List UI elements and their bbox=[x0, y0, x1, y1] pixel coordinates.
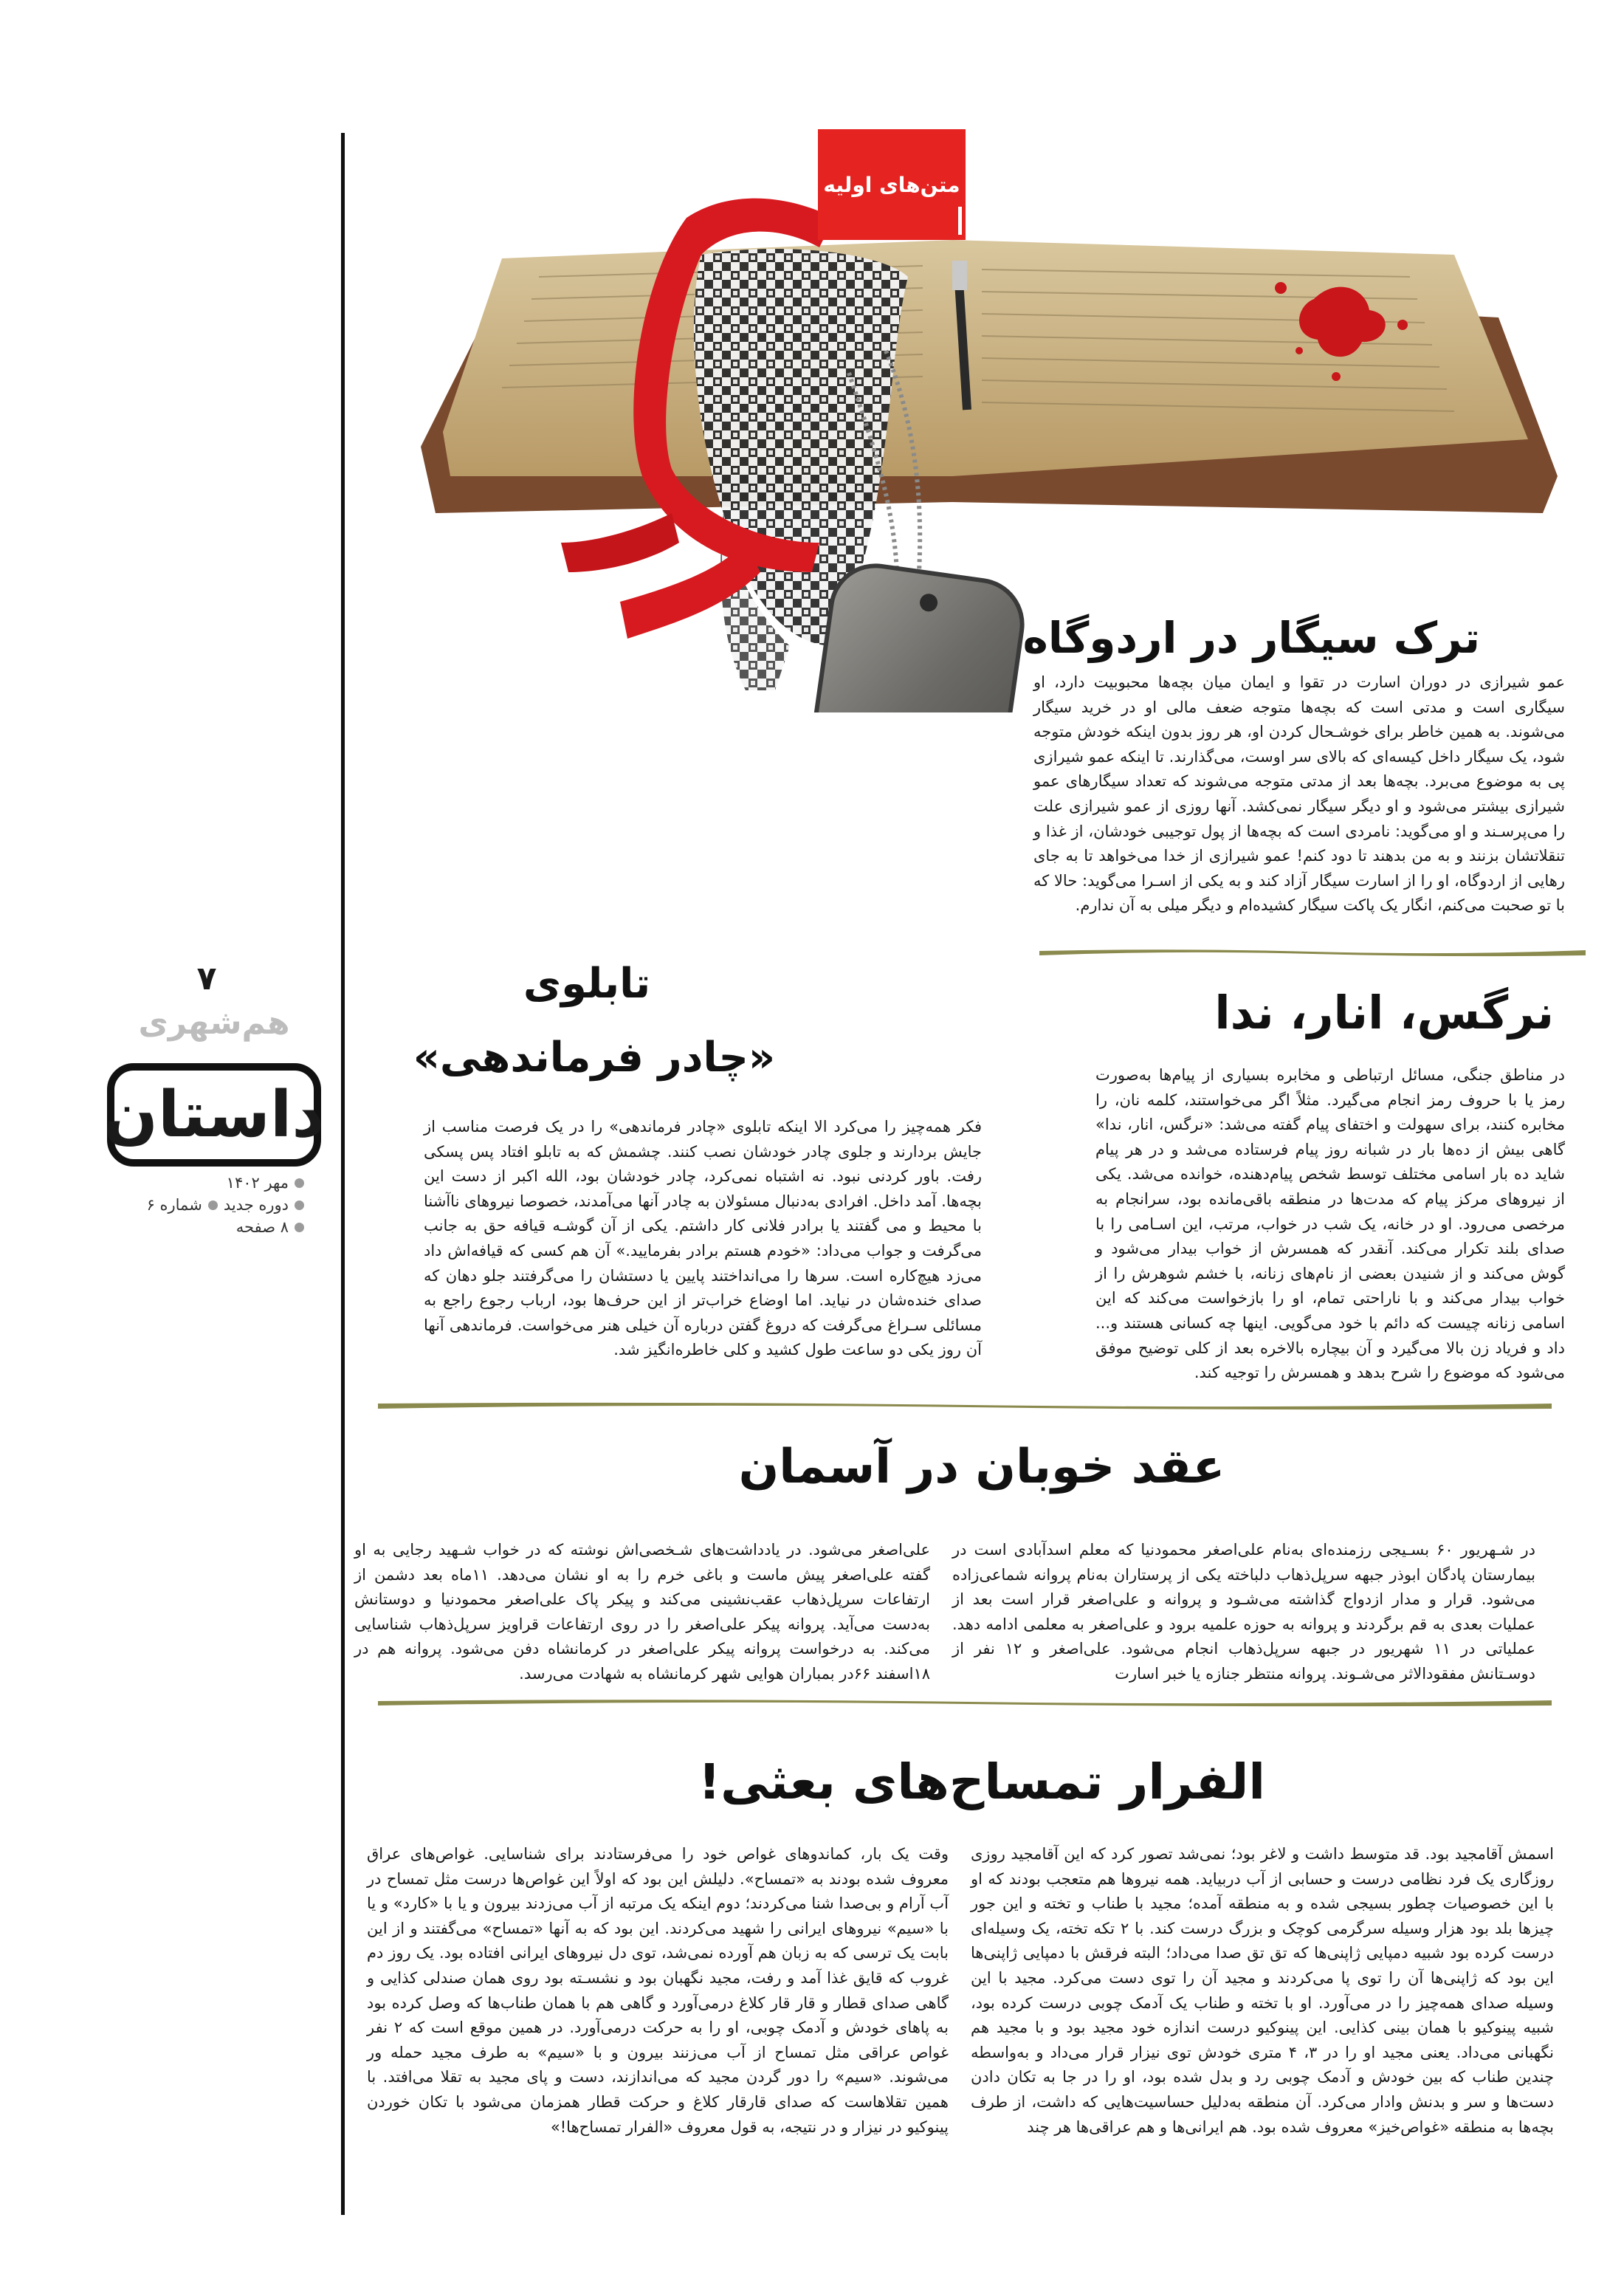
divider-rule bbox=[378, 1697, 1552, 1708]
bullet-icon bbox=[295, 1178, 304, 1188]
article-body-tablo: فکر همه‌چیز را می‌کرد الا اینکه تابلوی «چادر فرماندهی» را در یک فرصت مناسب از جایش بردارند و جلوی چادر خودشان نصب کنند. چشمش که به تابلو افتاد پس پسکی رفت. باور کردنی نبود. نه اشتباه نمی‌کرد، چادر خودشان بود، الله اکبر از دست این بچه‌ها. آمد داخل. افرادی به‌دنبال مسئولان به چادر آنها می‌آمدند، خصوصا نیروهای ناآشنا با محیط و می گفتند یا برادر فلانی کار داشتم. یکی از آن گوشـه قیافه حق به جانب می‌گرفت و جواب می‌داد: «خودم هستم برادر بفرمایید.» آن هم کسی که قیافه‌اش داد می‌زد هیچ‌کاره است. سرها را می‌انداختند پایین یا دستشان را می‌گرفتند جلو دهان که صدای خنده‌شان در نیاید. اما اوضاع خراب‌تر از این حرف‌ها بود، ارباب رجوع راجع به مسائلی سـراغ می‌گرفت که دروغ گفتن درباره آن خیلی هنر می‌خواست. فرماندهی آنها آن روز یکی دو ساعت طول کشید و کلی خاطره‌انگیز شد. bbox=[424, 1118, 982, 1359]
meta-pages: ۸ صفحه bbox=[127, 1218, 304, 1236]
article-title-cigarette: ترک سیگار در اردوگاه bbox=[1022, 613, 1480, 663]
article-body-wedding-right: در شـهریور ۶۰ بسـیجی رزمنده‌ای به‌نام علی‌اصغر محمودنیا که معلم اسدآبادی است در بیمارستان پادگان ابوذر جبهه سرپل‌ذهاب دلباخته یکی از پرستاران به‌نام پروانه شماعی‌زاده می‌شود. قرار و مدار ازدواج گذاشته می‌شـود و پروانه و علی‌اصغر قرار است بعد از عملیات بعدی به قم برگردند و پروانه به حوزه علمیه برود و علی‌اصغر به معلمی ادامه دهد. عملیاتی در ۱۱ شهریور در جبهه سرپل‌ذهاب انجام می‌شود. علی‌اصغر و ۱۲ نفر از دوسـتانش مفقودالاثر می‌شـوند. پروانه منتظر جنازه یا خبر اسارت bbox=[952, 1541, 1535, 1683]
article-title-tablo-line2: «چادر فرماندهی» bbox=[413, 1034, 775, 1082]
margin-rule bbox=[341, 133, 345, 2215]
section-tab-label: متن‌های اولیه bbox=[823, 172, 960, 197]
article-title-crocodile: الفرار تمساح‌های بعثی! bbox=[698, 1753, 1265, 1810]
section-tab bbox=[818, 129, 966, 240]
article-title-narges: نرگس، انار، ندا bbox=[1214, 986, 1554, 1040]
page-number: ۷ bbox=[196, 960, 217, 997]
article-body-cigarette: عمو شیرازی در دوران اسارت در تقوا و ایمان میان بچه‌ها محبوبیت دارد، او سیگاری است و مدتی است که بچه‌ها متوجه ضعف مالی او در خرید سیگار می‌شوند. به همین خاطر برای خوشـحال کردن او، هر روز بدون اینکه خودش متوجه شود، یک سیگار داخل کیسه‌ای که بالای سر اوست، می‌گذارند. تا اینکه عمو شیرازی پی به موضوع می‌برد. بچه‌ها بعد از مدتی متوجه می‌شوند که تعداد سیگارهای عمو شیرازی بیشتر می‌شود و او دیگر سیگار نمی‌کشد. آنها روزی از عمو شیرازی علت را می‌پرسـند و او می‌گوید: نامردی است که بچه‌ها از پول توجیبی خودشان، از غذا و تنقلاتشان بزنند و به من بدهند تا دود کنم! عمو شیرازی از خدا می‌خواهد تا به جای رهایی از اردوگاه، او را از اسارت سیگار آزاد کند و به یکی از اسـرا می‌گوید: حالا که با تو صحبت می‌کنم، انگار یک پاکت سیگار کشیده‌ام و دیگر میلی به آن ندارم. bbox=[1033, 673, 1565, 915]
article-title-wedding: عقد خوبان در آسمان bbox=[738, 1440, 1225, 1494]
bullet-icon bbox=[295, 1223, 304, 1232]
section-tab-tick bbox=[958, 207, 962, 235]
meta-edition: دوره جدید شماره ۶ bbox=[127, 1196, 304, 1214]
brand-title: داستان bbox=[103, 1078, 325, 1152]
meta-date: مهر ۱۴۰۲ bbox=[127, 1174, 304, 1192]
article-body-crocodile-right: اسمش آقامجید بود. قد متوسط داشت و لاغر بود؛ نمی‌شد تصور کرد که این آقامجید روزی روزگاری یک فرد نظامی درست و حسابی از آب دربیاید. همه نیروها هم متعجب بودند که او با این خصوصیات چطور بسیجی شده و به منطقه آمده؛ مجید با طناب و تخته و این جور چیزها بلد بود هزار وسیله سرگرمی کوچک و بزرگ درست کند. با ۲ تکه تخته، یک وسیله‌ای درست کرده بود شبیه دمپایی ژاپنی‌ها که تق تق صدا می‌داد؛ البته فرقش با دمپایی ژاپنی‌ها این بود که ژاپنی‌ها آن را توی پا می‌کردند و مجید آن را توی دست می‌کرد. مجید با این وسیله صدای همه‌چیز را در می‌آورد. او با تخته و طناب یک آدمک چوبی درست کرده بود، شبیه پینوکیو با همان بینی کذایی. این پینوکیو درست اندازه خود مجید بود و با مجید هم نگهبانی می‌داد. یعنی مجید او را در ۳، ۴ متری خودش توی نیزار قرار می‌داد و به‌واسطه چندین طناب که بین خودش و آدمک چوبی رد و بدل شده بود، او را در جا به تکان دادن دست‌ها و سر و بدنش وادار می‌کرد. آن منطقه به‌دلیل حساسیت‌هایی که داشت، از طرف بچه‌ها به منطقه «غواص‌خیز» معروف شده بود. هم ایرانی‌ها و هم عراقی‌ها هر چند bbox=[971, 1845, 1554, 2136]
divider-rule bbox=[378, 1400, 1552, 1412]
article-body-wedding-left: علی‌اصغر می‌شود. در یادداشت‌های شـخصی‌اش نوشته که در خواب شـهید رجایی به او گفته علی‌اصغر پیش ماست و باغی خرم را به او نشان می‌دهد. ۱۱ماه بعد دشمن از ارتفاعات سرپل‌ذهاب عقب‌نشینی می‌کند و پیکر پاک علی‌اصغر محمودنیا و دوستانش به‌دست می‌آید. پروانه پیکر علی‌اصغر را در روی ارتفاعات قراویز سرپل‌ذهاب شناسایی می‌کند. به درخواست پروانه پیکر علی‌اصغر در کرمانشاه دفن می‌شود. پروانه هم در ۱۸اسفند ۶۶در بمباران هوایی شهر کرمانشاه به شهادت می‌رسد. bbox=[354, 1541, 930, 1683]
article-body-crocodile-left: وقت یک بار، کماندوهای غواص خود را می‌فرستادند برای شناسایی. غواص‌های عراق معروف شده بودند به «تمساح». دلیلش این بود که اولاً این غواص‌ها درست مثل تمساح در آب آرام و بی‌صدا شنا می‌کردند؛ دوم اینکه یک مرتبه از آب می‌زدند بیرون و یا با «کارد» و یا با «سیم» نیروهای ایرانی را شهید می‌کردند. این بود که به آنها «تمساح» می‌گفتند و از این بابت یک ترسی که به زبان هم آورده نمی‌شد، توی دل نیروهای ایرانی افتاده بود. یک روز دم غروب که قایق غذا آمد و رفت، مجید نگهبان بود و نشسـته بود روی همان صندلی کذایی و گاهی صدای قطار و قار قار کلاغ درمی‌آورد و گاهی هم با همان طناب‌ها که وصل کرده بود به پاهای خودش و آدمک چوبی، او را به حرکت درمی‌آورد. در همین موقع است که ۲ نفر غواص عراقی مثل تمساح از آب می‌زنند بیرون و با «سیم» به طرف مجید حمله ور می‌شوند. «سیم» را دور گردن مجید که می‌اندازند، دست و پای مجید به تقلا می‌افتد. با همین تقلاهاست که صدای قارقار کلاغ و حرکت قطار همزمان می‌شود با تکان خوردن پینوکیو در نیزار و در نتیجه، به قول معروف «الفرار تمساح‌ها!» bbox=[367, 1845, 949, 2136]
article-body-narges: در مناطق جنگی، مسائل ارتباطی و مخابره بسیاری از پیام‌ها به‌صورت رمز یا با حروف رمز انجام می‌گیرد. مثلاً اگر می‌خواستند، کلمه نان، را مخابره کنند، برای سهولت و اختفای پیام گفته می‌شد: «نرگس، انار، ندا» گاهی بیش از ده‌ها بار در شبانه روز پیام فرستاده می‌شد و در هر پیام شاید ده بار اسامی مختلف توسط شخص پیام‌دهنده، خوانده می‌شد. یکی از نیروهای مرکز پیام که مدت‌ها در منطقه باقی‌مانده بود، سرانجام به مرخصی می‌رود. او در خانه، یک شب در خواب، مرتب، این اسـامی را با صدای بلند تکرار می‌کند. آنقدر که همسرش از خواب بیدار می‌شود و گوش می‌کند و از شنیدن بعضی از نام‌های زنانه، با خشم شوهرش را از خواب بیدار می‌کند و با ناراحتی تمام، او را بازخواست می‌کند که این اسامی زنانه چیست که دائم با خود می‌گویی. اینها چه کسانی هستند و... داد و فریاد زن بالا می‌گیرد و آن بیچاره بالاخره بعد از کلی توضیح موفق می‌شود که موضوع را شرح بدهد و همسرش را توجیه کند. bbox=[1095, 1066, 1565, 1382]
brand-logo bbox=[103, 1063, 325, 1167]
bullet-icon bbox=[295, 1200, 304, 1210]
article-title-tablo-line1: تابلوی bbox=[523, 960, 651, 1008]
brand-tagline: هم‌شهری bbox=[138, 1004, 290, 1042]
bullet-icon bbox=[208, 1200, 218, 1210]
divider-rule bbox=[1039, 947, 1586, 958]
